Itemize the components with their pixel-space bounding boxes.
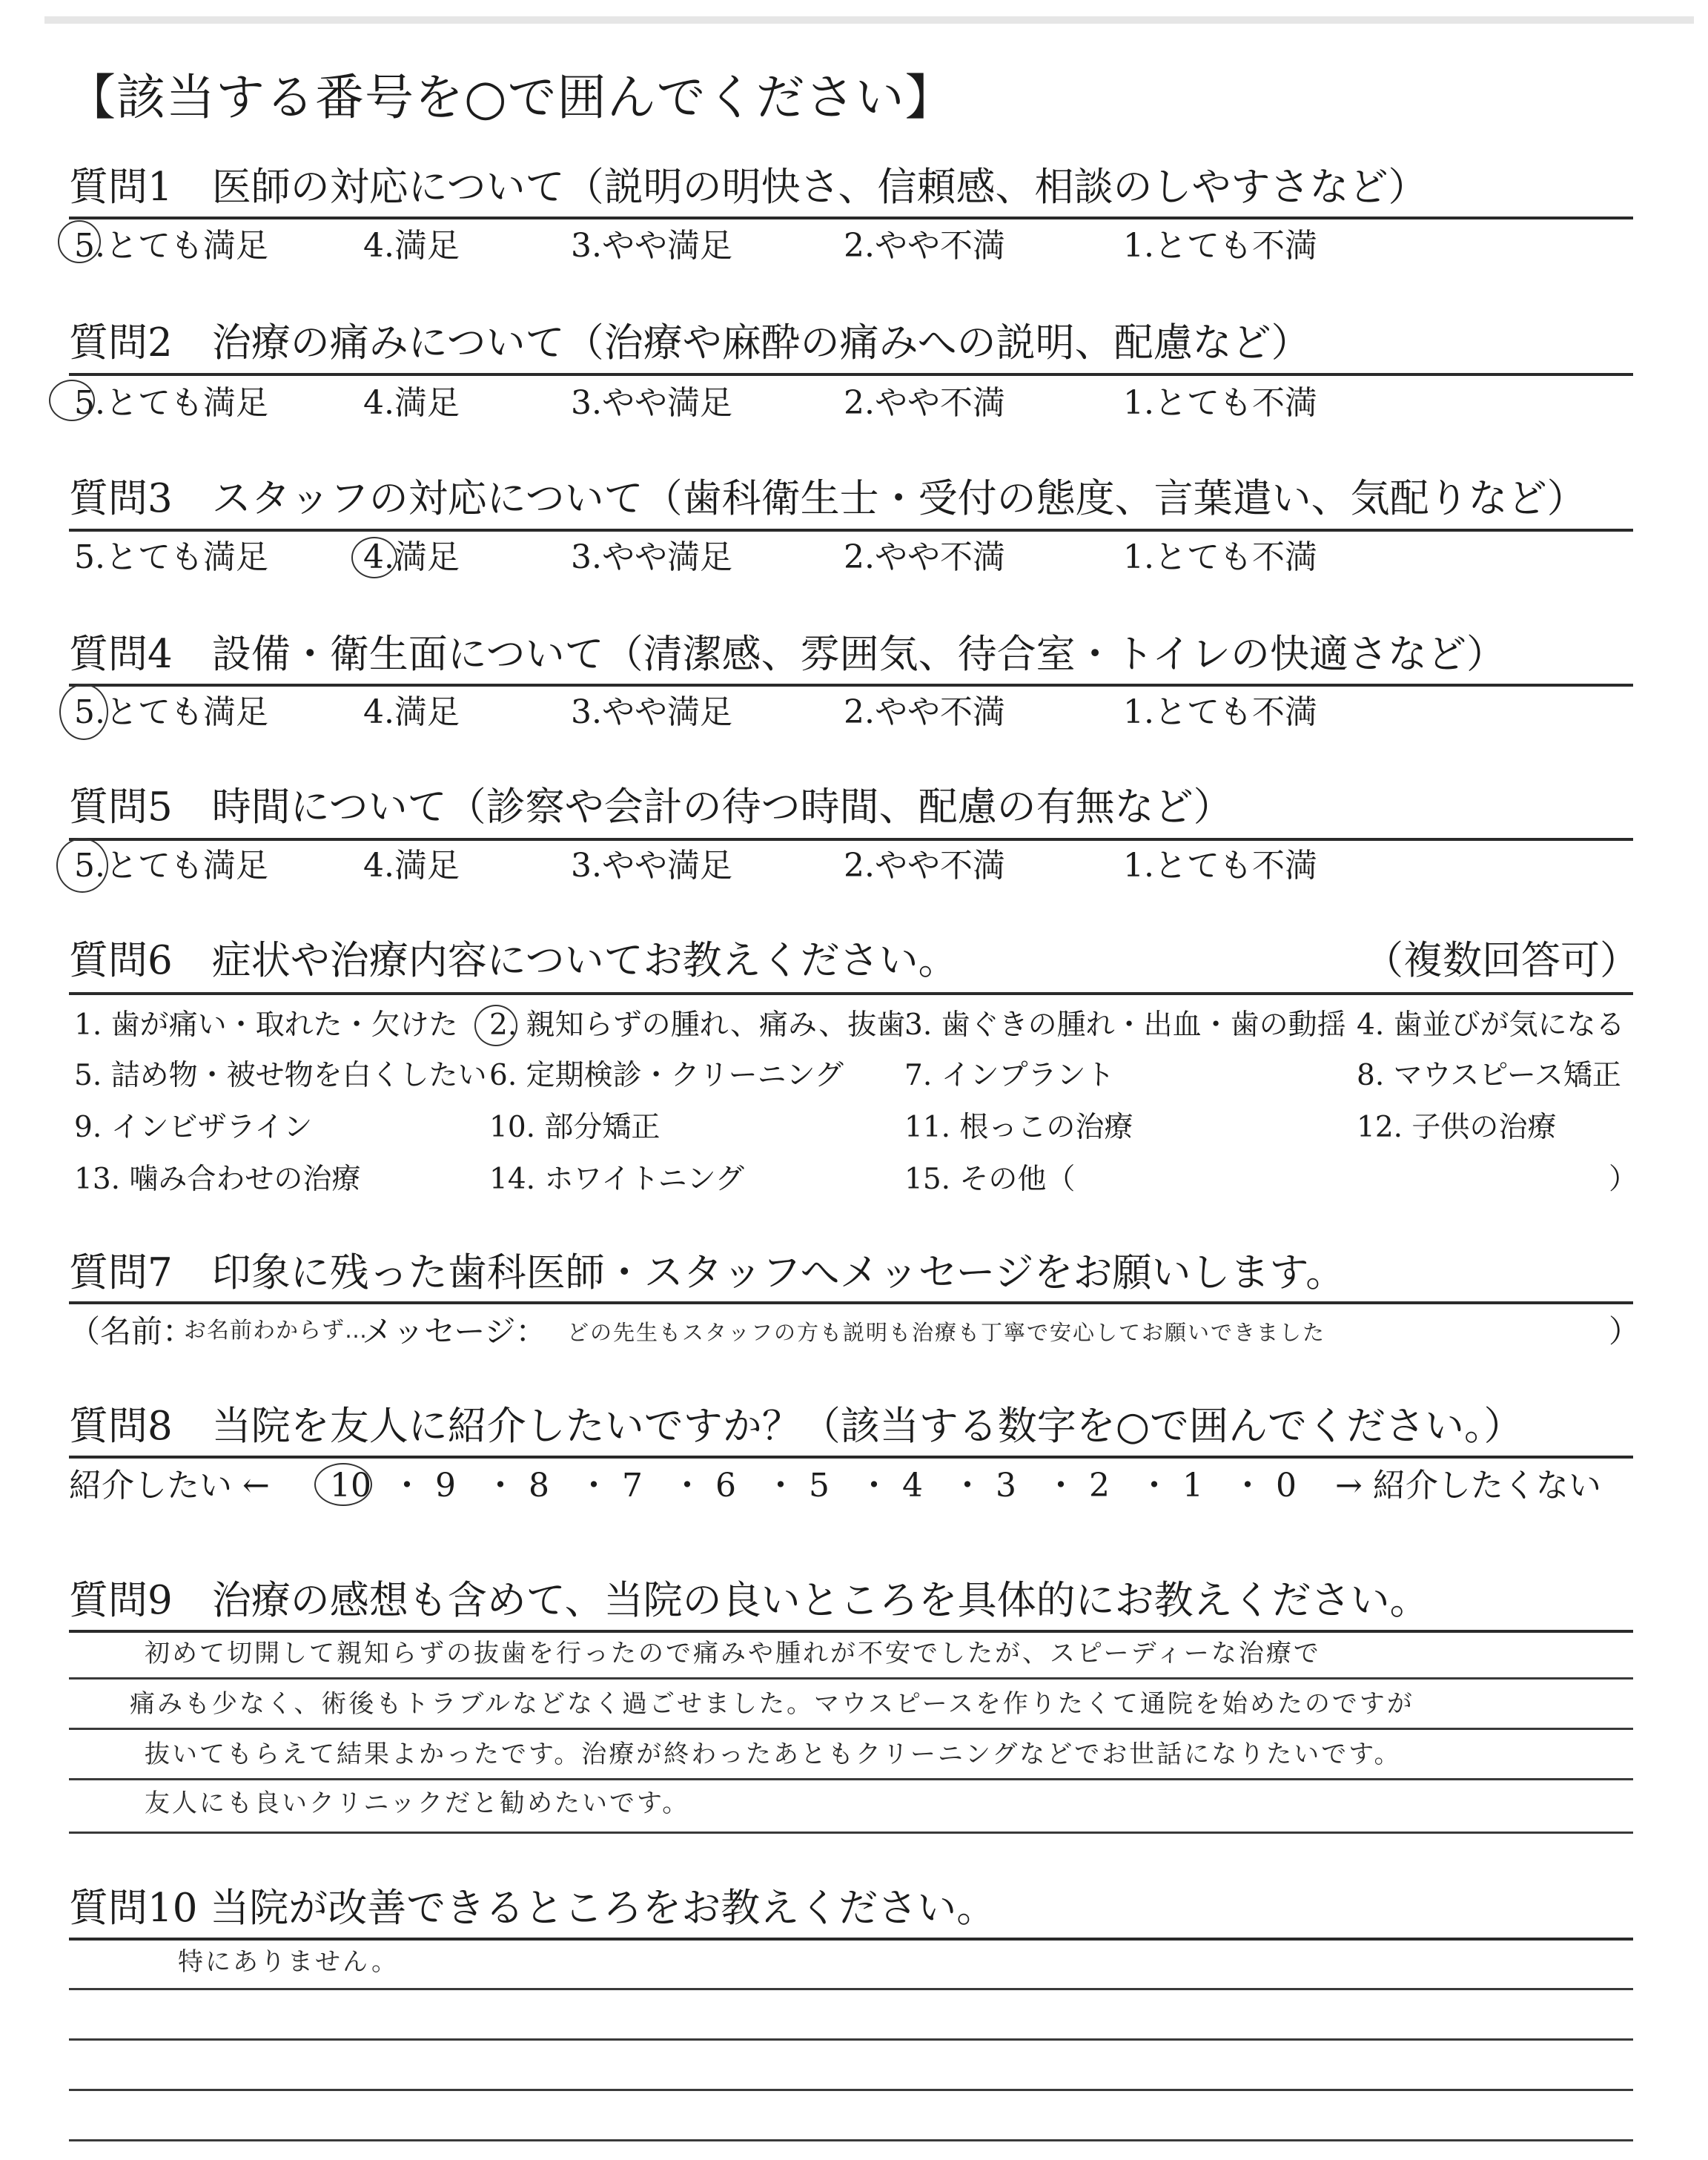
scan-edge (44, 16, 1694, 24)
q9-answer-line-3[interactable]: 抜いてもらえて結果よかったです。治療が終わったあともクリーニングなどでお世話になりたいです。 (145, 1740, 1402, 1769)
q3-option-3[interactable]: 3.やや満足 (571, 538, 732, 576)
question-3-rule (69, 529, 1633, 532)
q4-option-5[interactable]: 5.とても満足 (74, 693, 268, 731)
q8-value-5[interactable]: 5 (809, 1467, 830, 1505)
q5-option-3[interactable]: 3.やや満足 (571, 847, 732, 885)
q3-option-1[interactable]: 1.とても不満 (1123, 538, 1317, 576)
q8-dot: ・ (484, 1467, 517, 1505)
q8-right-label: → 紹介したくない (1335, 1467, 1601, 1505)
q4-option-2[interactable]: 2.やや不満 (844, 693, 1005, 731)
q8-dot: ・ (764, 1467, 797, 1505)
q8-dot: ・ (951, 1467, 984, 1505)
q6-option-2[interactable]: 2. 親知らずの腫れ、痛み、抜歯 (489, 1008, 906, 1042)
q8-dot: ・ (1138, 1467, 1171, 1505)
q1-answer-circle (58, 220, 101, 263)
q1-option-4[interactable]: 4.満足 (363, 227, 460, 265)
q6-option-11[interactable]: 11. 根っこの治療 (904, 1111, 1133, 1144)
q8-value-10[interactable]: 10 (330, 1467, 371, 1505)
q8-left-label: 紹介したい ← (69, 1467, 270, 1505)
q5-option-4[interactable]: 4.満足 (363, 847, 460, 885)
q4-option-4[interactable]: 4.満足 (363, 693, 460, 731)
q9-answer-line-1[interactable]: 初めて切開して親知らずの抜歯を行ったので痛みや腫れが不安でしたが、スピーディーな治療で (145, 1639, 1321, 1668)
q6-option-5[interactable]: 5. 詰め物・被せ物を白くしたい (74, 1059, 487, 1092)
q8-dot: ・ (577, 1467, 610, 1505)
question-5-rule (69, 838, 1633, 841)
q6-option-4[interactable]: 4. 歯並びが気になる (1357, 1008, 1625, 1042)
question-3-title: 質問3 スタッフの対応について（歯科衛生士・受付の態度、言葉遣い、気配りなど） (69, 476, 1586, 521)
q6-option-15[interactable]: 15. その他（ (904, 1163, 1076, 1196)
q8-value-6[interactable]: 6 (715, 1467, 736, 1505)
q7-message-value[interactable]: どの先生もスタッフの方も説明も治療も丁寧で安心してお願いできました (567, 1320, 1326, 1345)
question-10-rule (69, 1938, 1633, 1941)
q8-value-4[interactable]: 4 (902, 1467, 923, 1505)
question-1-title: 質問1 医師の対応について（説明の明快さ、信頼感、相談のしやすさなど） (69, 165, 1428, 210)
question-4-rule (69, 684, 1633, 687)
question-4-title: 質問4 設備・衛生面について（清潔感、雰囲気、待合室・トイレの快適さなど） (69, 632, 1506, 677)
question-6-note: （複数回答可） (1364, 938, 1639, 983)
q8-answer-circle (314, 1463, 372, 1506)
q6-option-3[interactable]: 3. 歯ぐきの腫れ・出血・歯の動揺 (904, 1008, 1346, 1042)
q6-option-1[interactable]: 1. 歯が痛い・取れた・欠けた (74, 1008, 458, 1042)
q9-writing-line (69, 1778, 1633, 1780)
q10-writing-line (69, 1988, 1633, 1990)
q4-option-1[interactable]: 1.とても不満 (1123, 693, 1317, 731)
q7-name-label: （名前： (69, 1313, 194, 1350)
q5-option-1[interactable]: 1.とても不満 (1123, 847, 1317, 885)
q2-option-5[interactable]: 5.とても満足 (74, 384, 268, 422)
question-5-title: 質問5 時間について（診察や会計の待つ時間、配慮の有無など） (69, 785, 1233, 830)
q6-option-8[interactable]: 8. マウスピース矯正 (1357, 1059, 1621, 1092)
question-9-title: 質問9 治療の感想も含めて、当院の良いところを具体的にお教えください。 (69, 1578, 1429, 1623)
q3-option-4[interactable]: 4.満足 (363, 538, 460, 576)
q8-value-7[interactable]: 7 (622, 1467, 643, 1505)
question-8-title: 質問8 当院を友人に紹介したいですか？（該当する数字を○で囲んでください。） (69, 1404, 1523, 1449)
instruction-heading: 【該当する番号を○で囲んでください】 (67, 69, 955, 126)
q8-value-8[interactable]: 8 (529, 1467, 549, 1505)
q6-option-7[interactable]: 7. インプラント (904, 1059, 1115, 1092)
q8-value-9[interactable]: 9 (435, 1467, 456, 1505)
q9-writing-line (69, 1677, 1633, 1680)
question-1-rule (69, 217, 1633, 219)
q5-option-2[interactable]: 2.やや不満 (844, 847, 1005, 885)
q2-option-4[interactable]: 4.満足 (363, 384, 460, 422)
q6-option-13[interactable]: 13. 噛み合わせの治療 (74, 1163, 361, 1196)
q7-name-value[interactable]: お名前わからず… (184, 1318, 368, 1344)
q1-option-5[interactable]: 5.とても満足 (74, 227, 268, 265)
q3-answer-circle (351, 537, 397, 578)
q10-writing-line (69, 2139, 1633, 2141)
q8-dot: ・ (1045, 1467, 1077, 1505)
q10-answer-line-1[interactable]: 特にありません。 (178, 1947, 400, 1977)
q4-answer-circle (59, 684, 108, 740)
q6-option-12[interactable]: 12. 子供の治療 (1357, 1111, 1557, 1144)
q7-message-label: メッセージ： (362, 1313, 547, 1350)
q6-option-9[interactable]: 9. インビザライン (74, 1111, 313, 1144)
q7-close-paren: ） (1609, 1313, 1641, 1350)
question-7-rule (69, 1301, 1633, 1304)
q10-writing-line (69, 2089, 1633, 2091)
q8-dot: ・ (671, 1467, 704, 1505)
q5-option-5[interactable]: 5.とても満足 (74, 847, 268, 885)
q8-dot: ・ (1231, 1467, 1264, 1505)
q6-option-10[interactable]: 10. 部分矯正 (489, 1111, 661, 1144)
q9-writing-line (69, 1832, 1633, 1834)
q5-answer-circle (56, 838, 108, 893)
q8-dot: ・ (391, 1467, 423, 1505)
question-7-title: 質問7 印象に残った歯科医師・スタッフへメッセージをお願いします。 (69, 1250, 1345, 1295)
q1-option-2[interactable]: 2.やや不満 (844, 227, 1005, 265)
q1-option-3[interactable]: 3.やや満足 (571, 227, 732, 265)
q8-value-2[interactable]: 2 (1089, 1467, 1110, 1505)
q2-option-1[interactable]: 1.とても不満 (1123, 384, 1317, 422)
q8-dot: ・ (858, 1467, 890, 1505)
q10-writing-line (69, 2038, 1633, 2041)
q6-option-15-close: ） (1609, 1163, 1638, 1196)
question-8-rule (69, 1456, 1633, 1459)
q8-value-3[interactable]: 3 (996, 1467, 1016, 1505)
q6-answer-circle (474, 1005, 517, 1046)
question-2-title: 質問2 治療の痛みについて（治療や麻酔の痛みへの説明、配慮など） (69, 320, 1311, 366)
question-6-rule (69, 992, 1633, 995)
q9-answer-line-4[interactable]: 友人にも良いクリニックだと勧めたいです。 (145, 1789, 690, 1818)
question-2-rule (69, 373, 1633, 376)
question-9-rule (69, 1630, 1633, 1633)
q6-option-6[interactable]: 6. 定期検診・クリーニング (489, 1059, 844, 1092)
q3-option-5[interactable]: 5.とても満足 (74, 538, 268, 576)
q8-scale (69, 1465, 1633, 1507)
q2-answer-circle (49, 380, 95, 421)
q3-option-2[interactable]: 2.やや不満 (844, 538, 1005, 576)
q8-value-1[interactable]: 1 (1182, 1467, 1203, 1505)
question-10-title: 質問10 当院が改善できるところをお教えください。 (69, 1886, 996, 1931)
q6-option-14[interactable]: 14. ホワイトニング (489, 1163, 744, 1196)
q2-option-2[interactable]: 2.やや不満 (844, 384, 1005, 422)
q1-option-1[interactable]: 1.とても不満 (1123, 227, 1317, 265)
question-6-title: 質問6 症状や治療内容についてお教えください。 (69, 938, 958, 983)
q9-answer-line-2[interactable]: 痛みも少なく、術後もトラブルなどなく過ごせました。マウスピースを作りたくて通院を始めたのですが (130, 1689, 1414, 1719)
q4-option-3[interactable]: 3.やや満足 (571, 693, 732, 731)
q2-option-3[interactable]: 3.やや満足 (571, 384, 732, 422)
q9-writing-line (69, 1728, 1633, 1730)
q8-value-0[interactable]: 0 (1276, 1467, 1297, 1505)
